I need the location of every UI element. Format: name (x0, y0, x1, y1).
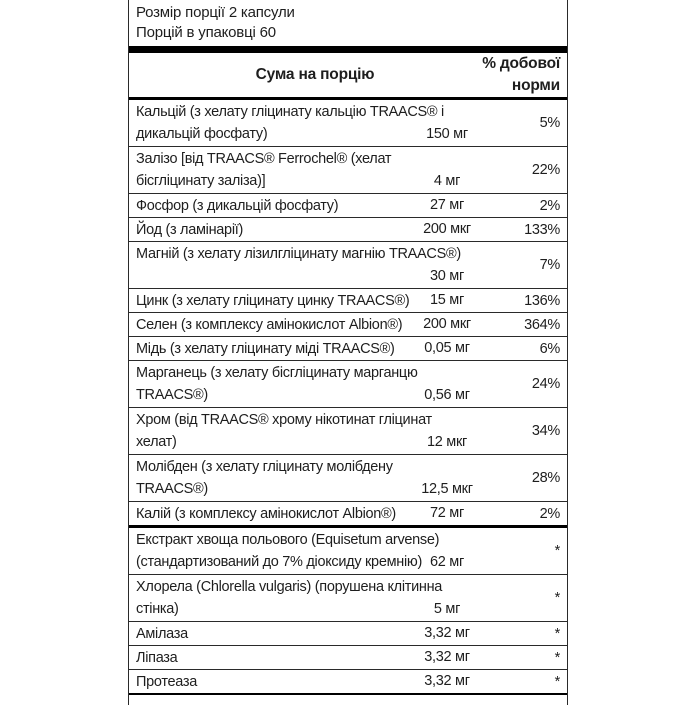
nutrient-name: Калій (з комплексу амінокислот Albion®) (136, 506, 396, 522)
nutrient-amount: 200 мкг (423, 221, 471, 237)
nutrient-amount: 15 мг (430, 292, 464, 308)
daily-value-column-header (468, 53, 560, 97)
nutrient-row (129, 454, 567, 501)
nutrient-percent: 364% (524, 316, 560, 333)
nutrient-amount: 62 мг (430, 554, 464, 570)
nutrient-row (129, 336, 567, 360)
nutrient-amount: 0,05 мг (424, 340, 470, 356)
nutrient-row (129, 217, 567, 241)
nutrient-percent: * (554, 543, 560, 559)
daily-value-header-line1: % добової (482, 55, 560, 72)
nutrient-row (129, 288, 567, 312)
serving-size-text: Розмір порції 2 капсули (136, 4, 295, 21)
supplement-facts-label (128, 0, 568, 705)
nutrient-amount: 5 мг (433, 601, 461, 617)
nutrient-amount: 4 мг (433, 173, 461, 189)
nutrient-amount: 72 мг (430, 505, 464, 521)
nutrient-row (129, 501, 567, 525)
nutrient-percent: * (554, 649, 560, 666)
nutrient-amount: 200 мкг (423, 316, 471, 332)
nutrient-row (129, 621, 567, 645)
nutrient-name: Мідь (з хелату гліцинату міді TRAACS®) (136, 341, 395, 357)
nutrient-name: Хлорела (Chlorella vulgaris) (порушена клітинна стінка) (136, 579, 443, 617)
nutrient-amount: 12,5 мкг (421, 481, 473, 497)
nutrient-rows (129, 100, 567, 695)
nutrient-name: Хром (від TRAACS® хрому нікотинат гліцинат хелат) (136, 412, 432, 450)
nutrient-row (129, 100, 567, 146)
nutrient-amount: 3,32 мг (424, 673, 470, 689)
nutrient-row (129, 193, 567, 217)
nutrient-name: Залізо [від TRAACS® Ferrochel® (хелат бісгліцинату заліза)] (136, 151, 392, 189)
nutrient-name: Протеаза (136, 674, 197, 690)
nutrient-row (129, 574, 567, 621)
nutrient-percent: 133% (524, 221, 560, 238)
nutrient-percent: * (554, 625, 560, 642)
nutrient-name: Ліпаза (136, 650, 178, 666)
nutrient-name: Цинк (з хелату гліцинату цинку TRAACS®) (136, 293, 410, 309)
nutrient-name: Екстракт хвоща польового (Equisetum arvense) (стандартизований до 7% діоксиду кремнію) (136, 532, 440, 570)
nutrient-amount: 27 мг (430, 197, 464, 213)
daily-value-header-line2: норми (511, 77, 560, 94)
nutrient-percent: 22% (531, 162, 560, 178)
nutrient-name: Марганець (з хелату бісгліцинату марганцю TRAACS®) (136, 365, 418, 403)
servings-per-container-text: Порцій в упаковці 60 (136, 24, 276, 41)
nutrient-row (129, 360, 567, 407)
heavy-divider-bar (129, 46, 567, 53)
nutrient-row (129, 241, 567, 288)
nutrient-row (129, 146, 567, 193)
column-header-row (129, 53, 567, 100)
nutrient-percent: 2% (539, 505, 560, 522)
nutrient-amount: 12 мкг (427, 434, 467, 450)
nutrient-row (129, 407, 567, 454)
nutrient-percent: 7% (539, 257, 560, 273)
nutrient-percent: 136% (524, 292, 560, 309)
nutrient-name: Селен (з комплексу амінокислот Albion®) (136, 317, 403, 333)
amount-column-header: Сума на порцію (255, 66, 375, 83)
nutrient-amount: 30 мг (430, 268, 464, 284)
nutrient-percent: 2% (539, 197, 560, 214)
nutrient-row (129, 312, 567, 336)
nutrient-amount: 3,32 мг (424, 649, 470, 665)
nutrient-percent: 34% (531, 423, 560, 439)
nutrient-percent: 24% (531, 376, 560, 392)
nutrient-row (129, 669, 567, 693)
nutrient-name: Амілаза (136, 626, 188, 642)
nutrient-name: Кальцій (з хелату гліцинату кальцію TRAACS® і дикальцій фосфату) (136, 104, 444, 142)
nutrient-amount: 150 мг (426, 126, 468, 142)
nutrient-percent: * (554, 673, 560, 690)
nutrient-amount: 0,56 мг (424, 387, 470, 403)
nutrient-row (129, 645, 567, 669)
nutrient-percent: 6% (539, 340, 560, 357)
nutrient-name: Йод (з ламінарії) (136, 222, 243, 238)
nutrient-percent: 28% (531, 470, 560, 486)
nutrient-name: Молібден (з хелату гліцинату молібдену TRAACS®) (136, 459, 393, 497)
nutrient-amount: 3,32 мг (424, 625, 470, 641)
nutrient-name: Фосфор (з дикальцій фосфату) (136, 198, 339, 214)
serving-info (129, 0, 567, 44)
nutrient-percent: * (554, 590, 560, 606)
nutrient-row (129, 525, 567, 574)
nutrient-percent: 5% (539, 115, 560, 131)
nutrient-name: Магній (з хелату лізилгліцинату магнію TRAACS®) (136, 246, 461, 262)
